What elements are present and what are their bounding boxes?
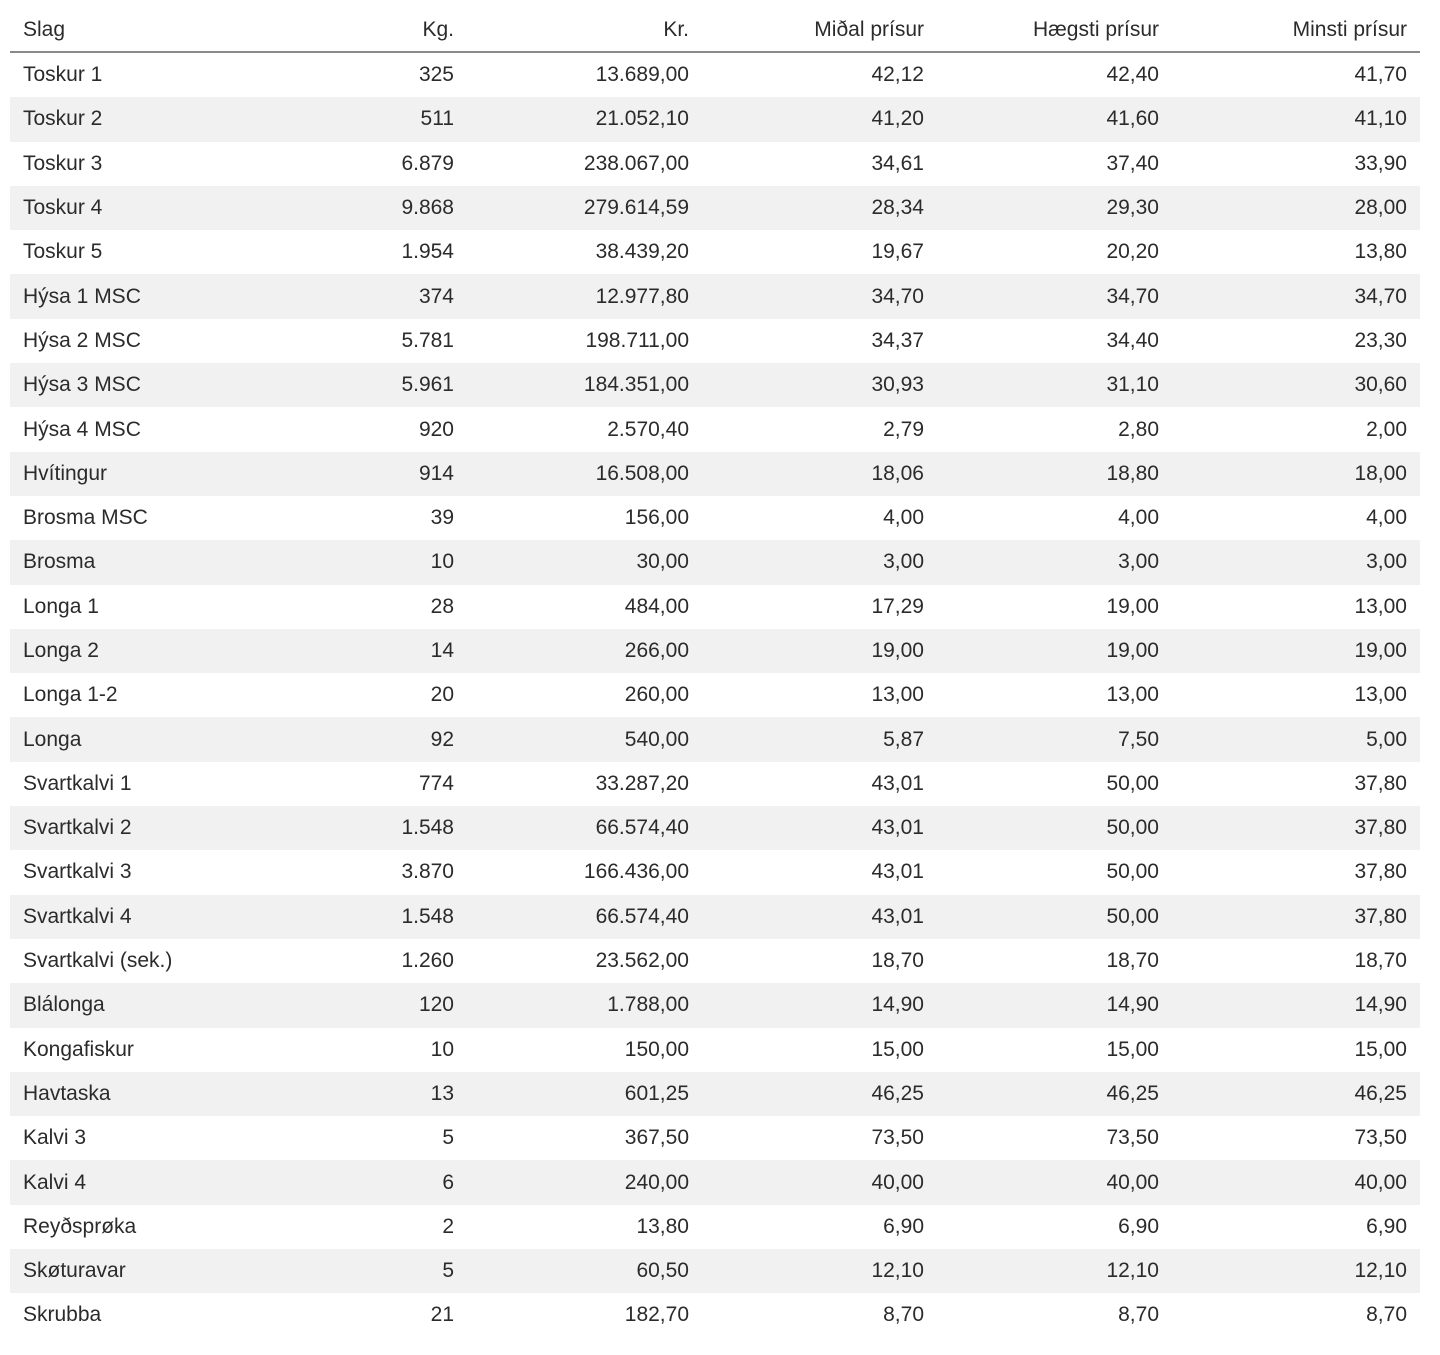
table-row xyxy=(10,97,1420,141)
cell-average-price: 13,00 xyxy=(702,673,937,717)
cell-average-price: 12,10 xyxy=(702,1249,937,1293)
table-row xyxy=(10,1249,1420,1293)
table-row xyxy=(10,230,1420,274)
cell-kr: 66.574,40 xyxy=(467,895,702,939)
cell-kr: 182,70 xyxy=(467,1293,702,1337)
cell-average-price: 41,20 xyxy=(702,97,937,141)
cell-kr: 12.977,80 xyxy=(467,274,702,318)
cell-kg: 10 xyxy=(245,1028,467,1072)
cell-kg: 92 xyxy=(245,717,467,761)
table-row xyxy=(10,717,1420,761)
cell-kg: 6 xyxy=(245,1160,467,1204)
cell-lowest-price: 12,10 xyxy=(1172,1249,1420,1293)
cell-highest-price: 42,40 xyxy=(937,52,1172,97)
cell-highest-price: 46,25 xyxy=(937,1072,1172,1116)
column-header-lowest-price: Minsti prísur xyxy=(1172,8,1420,52)
cell-lowest-price: 28,00 xyxy=(1172,186,1420,230)
cell-kr: 601,25 xyxy=(467,1072,702,1116)
cell-species: Hýsa 4 MSC xyxy=(10,407,245,451)
cell-kg: 920 xyxy=(245,407,467,451)
cell-kr: 60,50 xyxy=(467,1249,702,1293)
table-row xyxy=(10,806,1420,850)
cell-highest-price: 13,00 xyxy=(937,673,1172,717)
cell-highest-price: 20,20 xyxy=(937,230,1172,274)
table-row xyxy=(10,274,1420,318)
cell-kr: 184.351,00 xyxy=(467,363,702,407)
cell-kr: 540,00 xyxy=(467,717,702,761)
cell-average-price: 43,01 xyxy=(702,762,937,806)
cell-species: Toskur 2 xyxy=(10,97,245,141)
price-table-container xyxy=(10,8,1420,1338)
cell-species: Blálonga xyxy=(10,983,245,1027)
cell-kg: 774 xyxy=(245,762,467,806)
table-row xyxy=(10,1293,1420,1337)
table-row xyxy=(10,585,1420,629)
cell-species: Longa 1 xyxy=(10,585,245,629)
cell-species: Reyðsprøka xyxy=(10,1205,245,1249)
cell-average-price: 19,67 xyxy=(702,230,937,274)
cell-kg: 13 xyxy=(245,1072,467,1116)
cell-highest-price: 12,10 xyxy=(937,1249,1172,1293)
cell-lowest-price: 6,90 xyxy=(1172,1205,1420,1249)
cell-kr: 166.436,00 xyxy=(467,850,702,894)
cell-highest-price: 50,00 xyxy=(937,806,1172,850)
cell-highest-price: 50,00 xyxy=(937,762,1172,806)
cell-kr: 38.439,20 xyxy=(467,230,702,274)
table-row xyxy=(10,319,1420,363)
table-row xyxy=(10,762,1420,806)
cell-highest-price: 7,50 xyxy=(937,717,1172,761)
table-row xyxy=(10,895,1420,939)
cell-lowest-price: 4,00 xyxy=(1172,496,1420,540)
column-header-kr: Kr. xyxy=(467,8,702,52)
cell-kg: 10 xyxy=(245,540,467,584)
cell-lowest-price: 34,70 xyxy=(1172,274,1420,318)
cell-kr: 367,50 xyxy=(467,1116,702,1160)
cell-kr: 23.562,00 xyxy=(467,939,702,983)
cell-species: Toskur 5 xyxy=(10,230,245,274)
cell-species: Svartkalvi (sek.) xyxy=(10,939,245,983)
column-header-average-price: Miðal prísur xyxy=(702,8,937,52)
cell-highest-price: 15,00 xyxy=(937,1028,1172,1072)
cell-highest-price: 18,80 xyxy=(937,452,1172,496)
cell-species: Skøturavar xyxy=(10,1249,245,1293)
cell-species: Longa xyxy=(10,717,245,761)
table-row xyxy=(10,496,1420,540)
cell-highest-price: 18,70 xyxy=(937,939,1172,983)
column-header-species: Slag xyxy=(10,8,245,52)
cell-highest-price: 41,60 xyxy=(937,97,1172,141)
cell-average-price: 2,79 xyxy=(702,407,937,451)
cell-highest-price: 19,00 xyxy=(937,629,1172,673)
cell-average-price: 8,70 xyxy=(702,1293,937,1337)
cell-kg: 120 xyxy=(245,983,467,1027)
cell-kr: 33.287,20 xyxy=(467,762,702,806)
cell-species: Toskur 3 xyxy=(10,142,245,186)
price-table xyxy=(10,8,1420,1338)
cell-species: Longa 1-2 xyxy=(10,673,245,717)
cell-kg: 2 xyxy=(245,1205,467,1249)
cell-lowest-price: 18,70 xyxy=(1172,939,1420,983)
column-header-kg: Kg. xyxy=(245,8,467,52)
cell-average-price: 5,87 xyxy=(702,717,937,761)
cell-kr: 238.067,00 xyxy=(467,142,702,186)
table-row xyxy=(10,1160,1420,1204)
cell-kg: 5 xyxy=(245,1249,467,1293)
cell-highest-price: 34,40 xyxy=(937,319,1172,363)
cell-kg: 21 xyxy=(245,1293,467,1337)
table-row xyxy=(10,363,1420,407)
table-row xyxy=(10,850,1420,894)
cell-kr: 156,00 xyxy=(467,496,702,540)
cell-kg: 5 xyxy=(245,1116,467,1160)
cell-lowest-price: 13,80 xyxy=(1172,230,1420,274)
cell-lowest-price: 73,50 xyxy=(1172,1116,1420,1160)
cell-species: Kongafiskur xyxy=(10,1028,245,1072)
cell-highest-price: 2,80 xyxy=(937,407,1172,451)
cell-lowest-price: 30,60 xyxy=(1172,363,1420,407)
cell-average-price: 34,70 xyxy=(702,274,937,318)
cell-kr: 1.788,00 xyxy=(467,983,702,1027)
table-row xyxy=(10,983,1420,1027)
cell-kg: 3.870 xyxy=(245,850,467,894)
table-row xyxy=(10,540,1420,584)
cell-average-price: 18,70 xyxy=(702,939,937,983)
cell-kg: 1.260 xyxy=(245,939,467,983)
table-row xyxy=(10,452,1420,496)
cell-average-price: 42,12 xyxy=(702,52,937,97)
cell-species: Havtaska xyxy=(10,1072,245,1116)
table-row xyxy=(10,1072,1420,1116)
cell-average-price: 73,50 xyxy=(702,1116,937,1160)
cell-kg: 39 xyxy=(245,496,467,540)
cell-highest-price: 4,00 xyxy=(937,496,1172,540)
cell-lowest-price: 5,00 xyxy=(1172,717,1420,761)
cell-kg: 5.781 xyxy=(245,319,467,363)
cell-average-price: 30,93 xyxy=(702,363,937,407)
table-row xyxy=(10,939,1420,983)
cell-lowest-price: 19,00 xyxy=(1172,629,1420,673)
cell-species: Hýsa 1 MSC xyxy=(10,274,245,318)
cell-species: Svartkalvi 4 xyxy=(10,895,245,939)
table-row xyxy=(10,629,1420,673)
cell-kg: 14 xyxy=(245,629,467,673)
cell-highest-price: 8,70 xyxy=(937,1293,1172,1337)
cell-average-price: 34,61 xyxy=(702,142,937,186)
cell-kr: 260,00 xyxy=(467,673,702,717)
cell-average-price: 43,01 xyxy=(702,895,937,939)
cell-kr: 240,00 xyxy=(467,1160,702,1204)
cell-highest-price: 19,00 xyxy=(937,585,1172,629)
cell-average-price: 4,00 xyxy=(702,496,937,540)
cell-kr: 16.508,00 xyxy=(467,452,702,496)
cell-kr: 66.574,40 xyxy=(467,806,702,850)
cell-lowest-price: 2,00 xyxy=(1172,407,1420,451)
cell-kg: 1.954 xyxy=(245,230,467,274)
cell-highest-price: 6,90 xyxy=(937,1205,1172,1249)
cell-average-price: 3,00 xyxy=(702,540,937,584)
cell-highest-price: 3,00 xyxy=(937,540,1172,584)
cell-lowest-price: 15,00 xyxy=(1172,1028,1420,1072)
cell-kr: 2.570,40 xyxy=(467,407,702,451)
cell-lowest-price: 37,80 xyxy=(1172,806,1420,850)
cell-average-price: 6,90 xyxy=(702,1205,937,1249)
column-header-highest-price: Hægsti prísur xyxy=(937,8,1172,52)
cell-highest-price: 29,30 xyxy=(937,186,1172,230)
cell-highest-price: 31,10 xyxy=(937,363,1172,407)
cell-lowest-price: 37,80 xyxy=(1172,762,1420,806)
cell-highest-price: 50,00 xyxy=(937,895,1172,939)
cell-lowest-price: 46,25 xyxy=(1172,1072,1420,1116)
cell-lowest-price: 13,00 xyxy=(1172,673,1420,717)
cell-lowest-price: 23,30 xyxy=(1172,319,1420,363)
cell-species: Brosma xyxy=(10,540,245,584)
cell-species: Svartkalvi 3 xyxy=(10,850,245,894)
cell-kr: 279.614,59 xyxy=(467,186,702,230)
cell-kr: 30,00 xyxy=(467,540,702,584)
cell-lowest-price: 8,70 xyxy=(1172,1293,1420,1337)
cell-kg: 374 xyxy=(245,274,467,318)
cell-species: Svartkalvi 2 xyxy=(10,806,245,850)
cell-average-price: 18,06 xyxy=(702,452,937,496)
cell-kr: 13.689,00 xyxy=(467,52,702,97)
cell-average-price: 19,00 xyxy=(702,629,937,673)
cell-average-price: 14,90 xyxy=(702,983,937,1027)
table-row xyxy=(10,673,1420,717)
cell-kg: 6.879 xyxy=(245,142,467,186)
cell-lowest-price: 37,80 xyxy=(1172,850,1420,894)
cell-species: Brosma MSC xyxy=(10,496,245,540)
cell-kr: 21.052,10 xyxy=(467,97,702,141)
cell-kg: 1.548 xyxy=(245,895,467,939)
cell-kr: 13,80 xyxy=(467,1205,702,1249)
cell-lowest-price: 41,70 xyxy=(1172,52,1420,97)
cell-average-price: 34,37 xyxy=(702,319,937,363)
cell-average-price: 28,34 xyxy=(702,186,937,230)
cell-highest-price: 14,90 xyxy=(937,983,1172,1027)
table-body xyxy=(10,52,1420,1338)
cell-average-price: 46,25 xyxy=(702,1072,937,1116)
cell-species: Longa 2 xyxy=(10,629,245,673)
cell-lowest-price: 33,90 xyxy=(1172,142,1420,186)
cell-highest-price: 50,00 xyxy=(937,850,1172,894)
cell-average-price: 15,00 xyxy=(702,1028,937,1072)
table-row xyxy=(10,142,1420,186)
cell-kr: 198.711,00 xyxy=(467,319,702,363)
cell-species: Kalvi 3 xyxy=(10,1116,245,1160)
cell-lowest-price: 13,00 xyxy=(1172,585,1420,629)
cell-kg: 28 xyxy=(245,585,467,629)
cell-lowest-price: 18,00 xyxy=(1172,452,1420,496)
cell-kg: 511 xyxy=(245,97,467,141)
cell-highest-price: 40,00 xyxy=(937,1160,1172,1204)
cell-lowest-price: 40,00 xyxy=(1172,1160,1420,1204)
cell-highest-price: 34,70 xyxy=(937,274,1172,318)
cell-kg: 1.548 xyxy=(245,806,467,850)
cell-kr: 150,00 xyxy=(467,1028,702,1072)
cell-kg: 914 xyxy=(245,452,467,496)
cell-kg: 325 xyxy=(245,52,467,97)
table-row xyxy=(10,186,1420,230)
cell-average-price: 40,00 xyxy=(702,1160,937,1204)
cell-lowest-price: 14,90 xyxy=(1172,983,1420,1027)
table-row xyxy=(10,407,1420,451)
cell-lowest-price: 3,00 xyxy=(1172,540,1420,584)
cell-species: Hýsa 2 MSC xyxy=(10,319,245,363)
table-row xyxy=(10,52,1420,97)
cell-species: Toskur 1 xyxy=(10,52,245,97)
cell-kg: 20 xyxy=(245,673,467,717)
table-row xyxy=(10,1028,1420,1072)
cell-lowest-price: 37,80 xyxy=(1172,895,1420,939)
cell-kr: 484,00 xyxy=(467,585,702,629)
table-row xyxy=(10,1205,1420,1249)
cell-average-price: 43,01 xyxy=(702,850,937,894)
cell-kr: 266,00 xyxy=(467,629,702,673)
cell-species: Hýsa 3 MSC xyxy=(10,363,245,407)
header-row xyxy=(10,8,1420,52)
cell-kg: 5.961 xyxy=(245,363,467,407)
cell-species: Hvítingur xyxy=(10,452,245,496)
cell-species: Kalvi 4 xyxy=(10,1160,245,1204)
cell-kg: 9.868 xyxy=(245,186,467,230)
cell-average-price: 17,29 xyxy=(702,585,937,629)
cell-species: Skrubba xyxy=(10,1293,245,1337)
cell-average-price: 43,01 xyxy=(702,806,937,850)
cell-species: Toskur 4 xyxy=(10,186,245,230)
table-header xyxy=(10,8,1420,52)
cell-lowest-price: 41,10 xyxy=(1172,97,1420,141)
cell-highest-price: 37,40 xyxy=(937,142,1172,186)
cell-species: Svartkalvi 1 xyxy=(10,762,245,806)
table-row xyxy=(10,1116,1420,1160)
cell-highest-price: 73,50 xyxy=(937,1116,1172,1160)
